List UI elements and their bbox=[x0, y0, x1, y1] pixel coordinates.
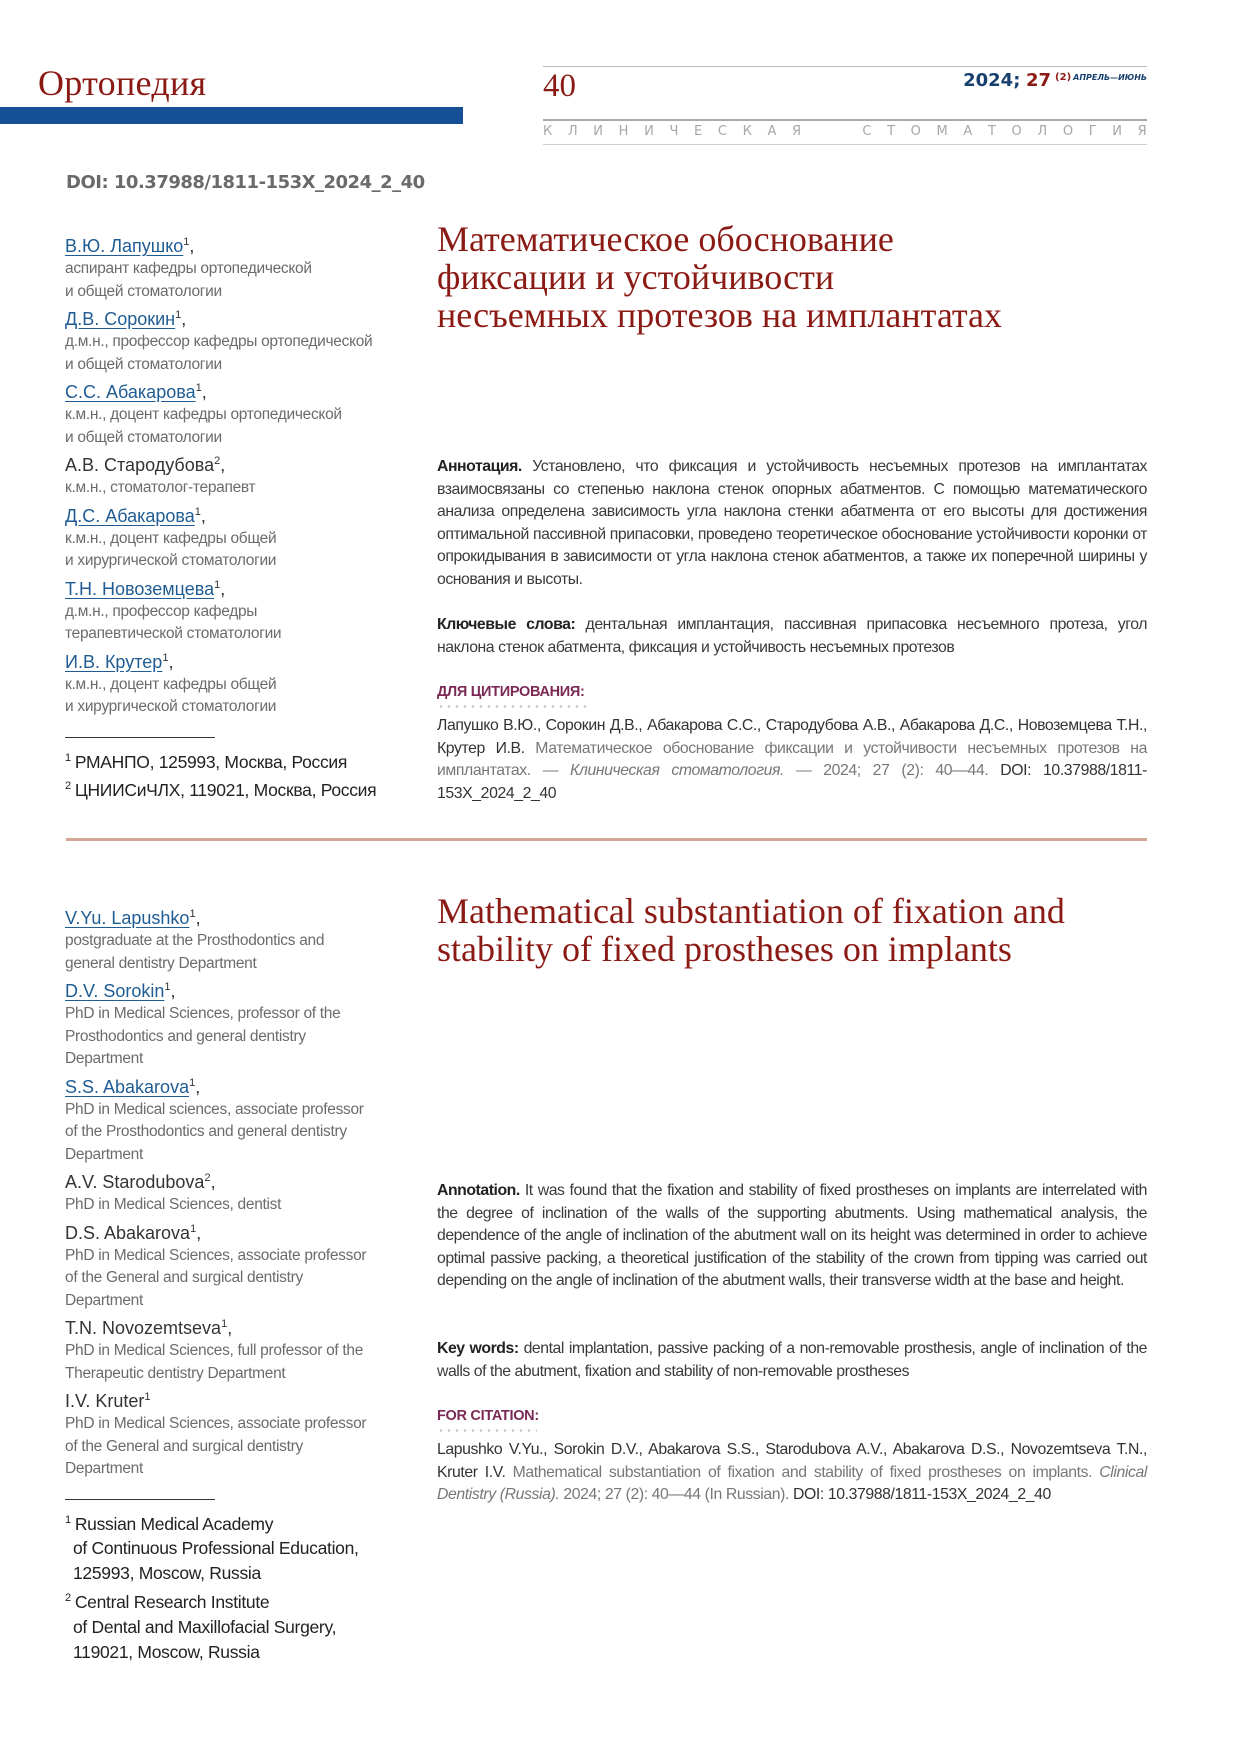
footnote-marker: 1 bbox=[65, 1513, 71, 1526]
annotation-ru bbox=[437, 456, 1147, 592]
citation-title: Математическое обоснование фиксации и устойчивости несъемных протезов на имплантатах. — bbox=[437, 739, 1147, 780]
journal-letter: К bbox=[742, 124, 752, 139]
author-name bbox=[65, 1166, 410, 1194]
author-affiliation: и общей стоматологии bbox=[65, 428, 222, 446]
citation-journal: Клиническая стоматология. bbox=[570, 762, 784, 780]
title-line: фиксации и устойчивости bbox=[437, 257, 835, 297]
footnote-marker: 2 bbox=[65, 1592, 71, 1605]
header-rule-mid bbox=[543, 119, 1147, 121]
affiliation-marker: 2 bbox=[204, 1172, 211, 1184]
footnote-line: 119021, Moscow, Russia bbox=[73, 1642, 260, 1663]
journal-letter: И bbox=[593, 124, 604, 139]
annotation-text: Установлено, что фиксация и устойчивость несъемных протезов на имплантатах взаимосвязаны со степенью наклона стенок опорных абатментов. С помощью математического анализа определена зависимость угла наклона стенки абатмента от его высоты для достижения оптимальной пассивной припасовки, проведено теоретическое обоснование устойчивости коронки от опрокидывания в зависимости от угла наклона стенок абатментов, а также их поперечной ширины у основания и высоты. bbox=[437, 458, 1147, 588]
affiliation-marker: 1 bbox=[162, 651, 169, 664]
footnote-line: ЦНИИСиЧЛХ, 119021, Москва, Россия bbox=[74, 780, 377, 801]
citation-authors: Лапушко В.Ю., Сорокин Д.В., Абакарова С.С., Стародубова А.В., Абакарова Д.С., Новоземцева Т.Н., Крутер И.В. bbox=[437, 717, 1147, 757]
citation-details: — 2024; 27 (2): 40—44. bbox=[795, 762, 989, 780]
author-name bbox=[65, 902, 410, 930]
spacer bbox=[65, 1481, 410, 1499]
author-name bbox=[65, 230, 410, 258]
title-line: несъемных протезов на имплантатах bbox=[437, 295, 1003, 335]
citation-ru bbox=[437, 715, 1147, 805]
journal-letter: М bbox=[936, 124, 948, 139]
citation-en bbox=[437, 1439, 1147, 1507]
author-affiliation: PhD in Medical Sciences, associate professor bbox=[65, 1246, 367, 1264]
author-link[interactable]: И.В. Крутер bbox=[65, 651, 163, 672]
author-affiliation: Department bbox=[65, 1460, 143, 1477]
author-suffix: , bbox=[220, 578, 226, 599]
section-title: Ортопедия bbox=[38, 63, 207, 103]
spacer bbox=[65, 738, 410, 746]
author-affiliation: д.м.н., профессор кафедры ортопедической bbox=[65, 333, 373, 350]
affiliation-marker: 1 bbox=[164, 981, 171, 993]
affiliation-marker: 1 bbox=[189, 908, 196, 920]
title-line: stability of fixed prostheses on implants bbox=[437, 929, 1012, 969]
authors-ru bbox=[65, 230, 410, 803]
author-suffix: , bbox=[201, 382, 207, 402]
author-name bbox=[65, 975, 410, 1003]
doi: DOI: 10.37988/1811-153X_2024_2_40 bbox=[66, 172, 425, 193]
footnote-line: 125993, Moscow, Russia bbox=[73, 1563, 261, 1584]
affiliation-marker: 1 bbox=[221, 1318, 228, 1330]
affiliation-marker: 1 bbox=[194, 505, 201, 518]
author-affiliation: аспирант кафедры ортопедической bbox=[65, 260, 312, 277]
citation-doi: DOI: 10.37988/1811-153X_2024_2_40 bbox=[437, 762, 1147, 802]
author-name bbox=[65, 573, 410, 601]
journal-letter: А bbox=[963, 124, 973, 139]
author-name-text: T.N. Novozemtseva bbox=[65, 1318, 222, 1338]
keywords-text: dental implantation, passive packing of a non-removable prosthesis, angle of inclination of the walls of the abutment, fixation and stability of non-removable prostheses bbox=[437, 1340, 1147, 1380]
journal-letter: О bbox=[1062, 124, 1074, 139]
footnote bbox=[65, 1586, 410, 1665]
author-suffix: , bbox=[195, 1076, 201, 1097]
keywords-text: дентальная имплантация, пассивная припасовка несъемного протеза, угол наклона стенок абатмента, фиксация и устойчивость несъемных протезов bbox=[437, 616, 1147, 656]
footnote-marker: 2 bbox=[65, 780, 71, 793]
author-suffix: , bbox=[170, 981, 176, 1001]
author-link[interactable]: S.S. Abakarova bbox=[65, 1076, 190, 1097]
author-link[interactable]: Д.С. Абакарова bbox=[65, 505, 195, 526]
journal-letter: Л bbox=[567, 124, 578, 139]
author-name-text: I.V. Kruter bbox=[65, 1391, 145, 1411]
author-affiliation: Department bbox=[65, 1145, 143, 1163]
journal-letter: С bbox=[717, 124, 727, 139]
issue-months: АПРЕЛЬ—ИЮНЬ bbox=[1073, 72, 1147, 82]
affiliation-marker: 1 bbox=[214, 578, 221, 591]
author-name bbox=[65, 500, 410, 528]
author-affiliation: Therapeutic dentistry Department bbox=[65, 1364, 286, 1382]
citation-journal: Clinical Dentistry (Russia). bbox=[437, 1463, 1147, 1504]
author-affiliation: и хирургической стоматологии bbox=[65, 698, 277, 715]
journal-letter: А bbox=[767, 124, 777, 139]
section-bar bbox=[0, 107, 463, 124]
article-title-ru bbox=[437, 220, 1147, 334]
author-name-text: А.В. Стародубова bbox=[65, 455, 215, 475]
author-link[interactable]: V.Yu. Lapushko bbox=[65, 908, 190, 928]
citation-authors: Lapushko V.Yu., Sorokin D.V., Abakarova S.S., Starodubova A.V., Abakarova D.S., Novozemtseva T.N., Kruter I.V. bbox=[437, 1441, 1147, 1481]
author-name bbox=[65, 1217, 410, 1245]
author-name bbox=[65, 1071, 410, 1099]
author-affiliation: к.м.н., стоматолог-терапевт bbox=[65, 479, 256, 496]
footnote bbox=[65, 774, 410, 803]
keywords-label: Ключевые слова: bbox=[437, 616, 576, 633]
author-affiliation: к.м.н., доцент кафедры общей bbox=[65, 529, 277, 547]
author-affiliation: PhD in Medical sciences, associate professor bbox=[65, 1100, 364, 1118]
author-affiliation: к.м.н., доцент кафедры ортопедической bbox=[65, 406, 342, 423]
author-affiliation: PhD in Medical Sciences, professor of the bbox=[65, 1005, 341, 1022]
header-rule-top bbox=[543, 66, 1147, 67]
affiliation-marker: 2 bbox=[214, 455, 221, 467]
footnote-line: of Dental and Maxillofacial Surgery, bbox=[73, 1617, 337, 1638]
article-title-en bbox=[437, 892, 1147, 968]
page-number: 40 bbox=[543, 68, 576, 104]
journal-letter: К bbox=[543, 124, 553, 139]
annotation-text: It was found that the fixation and stability of fixed prostheses on implants are interrelated with the degree of inclination of the walls of the supporting abutments. Using mathematical analysis, the dependence of the angle of inclination of the abutment wall on its height was determined in order to achieve optimal passive packing, a theoretical justification of the stability of the crown from tipping was carried out depending on the angle of inclination of the abutment walls, their transverse width at the base and height. bbox=[437, 1182, 1147, 1290]
journal-letter: И bbox=[644, 124, 654, 139]
author-link[interactable]: D.V. Sorokin bbox=[65, 981, 165, 1001]
author-link[interactable]: Т.Н. Новоземцева bbox=[65, 578, 215, 599]
author-affiliation: PhD in Medical Sciences, dentist bbox=[65, 1196, 282, 1213]
author-name-text: D.S. Abakarova bbox=[65, 1222, 191, 1243]
issue-volume: 27 bbox=[1025, 70, 1052, 91]
journal-letter: И bbox=[1112, 124, 1123, 139]
author-affiliation: Department bbox=[65, 1291, 143, 1309]
issue-number: (2) bbox=[1055, 71, 1072, 83]
author-affiliation: д.м.н., профессор кафедры bbox=[65, 602, 258, 620]
spacer bbox=[65, 719, 410, 737]
author-link[interactable]: С.С. Абакарова bbox=[65, 382, 196, 402]
annotation-label: Annotation. bbox=[437, 1182, 520, 1199]
citation-title: Mathematical substantiation of fixation and stability of fixed prostheses on implants. bbox=[512, 1463, 1093, 1481]
affiliation-marker: 1 bbox=[195, 382, 202, 394]
journal-letter: Т bbox=[987, 124, 996, 139]
affiliation-marker: 1 bbox=[189, 1076, 196, 1089]
author-suffix: , bbox=[168, 651, 174, 672]
title-line: Математическое обоснование bbox=[437, 219, 894, 259]
journal-letter: Я bbox=[1137, 124, 1147, 139]
footnote bbox=[65, 1508, 410, 1587]
author-name bbox=[65, 449, 410, 477]
journal-letter: Е bbox=[694, 124, 703, 139]
issue-info bbox=[963, 70, 1147, 91]
keywords-en bbox=[437, 1338, 1147, 1383]
affiliation-marker: 1 bbox=[183, 236, 190, 248]
journal-letter: Н bbox=[618, 124, 629, 139]
authors-en bbox=[65, 902, 410, 1665]
author-name bbox=[65, 303, 410, 331]
author-affiliation: и общей стоматологии bbox=[65, 282, 222, 300]
journal-name bbox=[543, 124, 1147, 139]
dotted-rule bbox=[437, 705, 587, 708]
header-rule-bottom bbox=[543, 144, 1147, 145]
author-affiliation: Prosthodontics and general dentistry bbox=[65, 1027, 306, 1045]
author-affiliation: Department bbox=[65, 1050, 143, 1067]
author-affiliation: of the General and surgical dentistry bbox=[65, 1269, 303, 1286]
author-suffix: , bbox=[200, 505, 206, 526]
footnote-marker: 1 bbox=[65, 751, 71, 764]
author-affiliation: и хирургической стоматологии bbox=[65, 552, 277, 569]
citation-details: 2024; 27 (2): 40—44 (In Russian). bbox=[563, 1486, 789, 1504]
author-affiliation: of the Prosthodontics and general dentistry bbox=[65, 1123, 347, 1140]
affiliation-marker: 1 bbox=[175, 309, 182, 321]
journal-letter: Г bbox=[1088, 124, 1097, 139]
author-suffix: , bbox=[220, 455, 226, 475]
footnote-line: of Continuous Professional Education, bbox=[73, 1538, 359, 1559]
author-affiliation: general dentistry Department bbox=[65, 954, 257, 972]
journal-letter: О bbox=[1011, 124, 1022, 139]
journal-letter: Я bbox=[792, 124, 802, 139]
author-suffix: , bbox=[181, 309, 187, 329]
footnote-line: Russian Medical Academy bbox=[74, 1513, 274, 1534]
title-line: Mathematical substantiation of fixation and bbox=[437, 891, 1065, 931]
author-name bbox=[65, 1385, 410, 1413]
keywords-ru bbox=[437, 614, 1147, 659]
keywords-label: Key words: bbox=[437, 1340, 519, 1357]
spacer bbox=[65, 1500, 410, 1508]
author-affiliation: PhD in Medical Sciences, associate professor bbox=[65, 1415, 367, 1432]
journal-letter bbox=[817, 124, 847, 139]
journal-letter: Т bbox=[887, 124, 896, 139]
author-name-text: A.V. Starodubova bbox=[65, 1172, 205, 1192]
issue-year: 2024; bbox=[963, 70, 1021, 91]
footnote-line: Central Research Institute bbox=[74, 1592, 270, 1613]
author-name bbox=[65, 646, 410, 674]
author-affiliation: of the General and surgical dentistry bbox=[65, 1437, 303, 1455]
affiliation-marker: 1 bbox=[190, 1222, 197, 1235]
author-suffix: , bbox=[189, 236, 195, 256]
citation-doi: DOI: 10.37988/1811-153X_2024_2_40 bbox=[792, 1486, 1051, 1504]
author-affiliation: терапевтической стоматологии bbox=[65, 625, 282, 642]
journal-letter: Ч bbox=[669, 124, 679, 139]
author-affiliation: и общей стоматологии bbox=[65, 355, 222, 373]
language-separator bbox=[66, 838, 1147, 841]
author-affiliation: postgraduate at the Prosthodontics and bbox=[65, 932, 325, 949]
author-affiliation: PhD in Medical Sciences, full professor of the bbox=[65, 1342, 364, 1359]
footnote-line: РМАНПО, 125993, Москва, Россия bbox=[74, 751, 348, 772]
dotted-rule bbox=[437, 1429, 537, 1432]
author-suffix: , bbox=[196, 1222, 202, 1243]
affiliation-marker: 1 bbox=[144, 1391, 151, 1403]
footnote bbox=[65, 746, 410, 775]
author-affiliation: к.м.н., доцент кафедры общей bbox=[65, 675, 277, 693]
citation-heading-ru: ДЛЯ ЦИТИРОВАНИЯ: bbox=[437, 684, 585, 700]
author-name bbox=[65, 1312, 410, 1340]
author-suffix: , bbox=[227, 1318, 233, 1338]
journal-letter: С bbox=[862, 124, 872, 139]
author-link[interactable]: В.Ю. Лапушко bbox=[65, 236, 184, 256]
annotation-en bbox=[437, 1180, 1147, 1293]
author-link[interactable]: Д.В. Сорокин bbox=[65, 309, 176, 329]
author-suffix: , bbox=[195, 908, 201, 928]
annotation-label: Аннотация. bbox=[437, 458, 522, 475]
citation-heading-en: FOR CITATION: bbox=[437, 1408, 539, 1424]
journal-letter: О bbox=[910, 124, 921, 139]
author-name bbox=[65, 376, 410, 404]
journal-letter: Л bbox=[1037, 124, 1048, 139]
author-suffix: , bbox=[210, 1172, 216, 1192]
